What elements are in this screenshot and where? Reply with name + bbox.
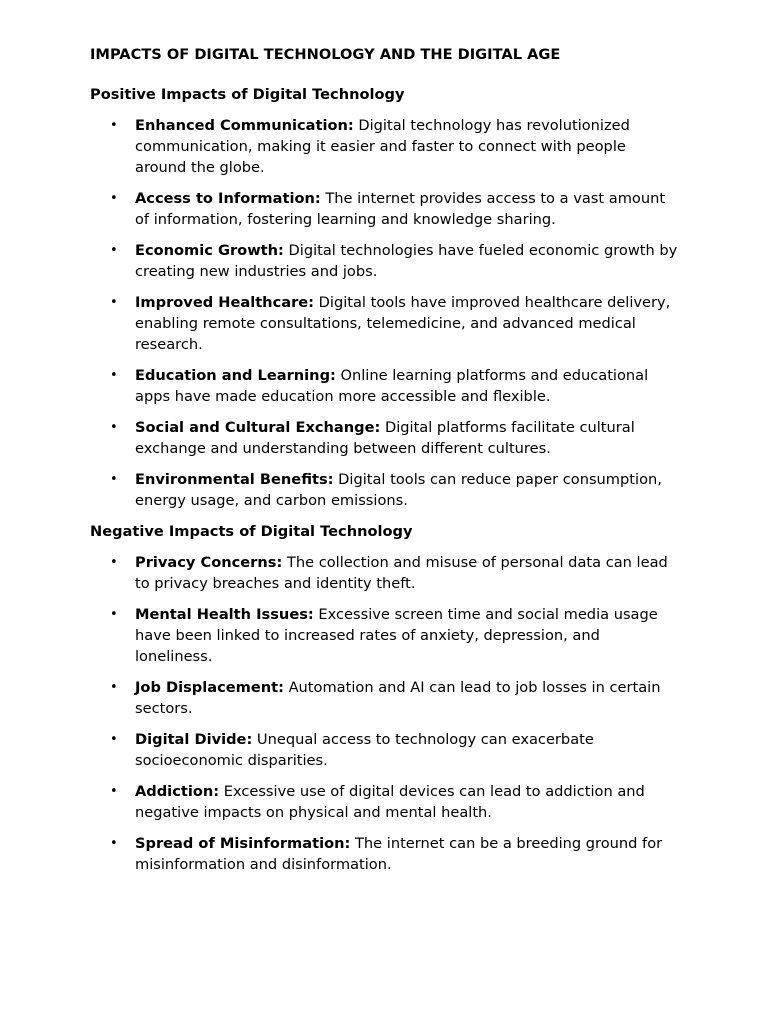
list-item: [90, 292, 681, 355]
item-term: Economic Growth:: [135, 242, 284, 259]
item-text: Automation and AI can lead to job losses in certain sectors.: [135, 679, 661, 717]
bullet-icon: •: [110, 295, 118, 310]
section-heading: Negative Impacts of Digital Technology: [90, 523, 413, 540]
bullet-icon: •: [110, 472, 118, 487]
item-term: Environmental Benefits:: [135, 471, 334, 488]
bullet-icon: •: [110, 784, 118, 799]
item-text: Digital technology has revolutionized communication, making it easier and faster to connect with people around the globe.: [135, 117, 630, 176]
item-text: Excessive use of digital devices can lead to addiction and negative impacts on physical and mental health.: [135, 783, 645, 821]
item-term: Spread of Misinformation:: [135, 835, 351, 852]
list-item: [90, 833, 681, 875]
item-term: Privacy Concerns:: [135, 554, 283, 571]
list-item: [90, 417, 681, 459]
item-text: Excessive screen time and social media usage have been linked to increased rates of anxiety, depression, and loneliness.: [135, 606, 658, 665]
bullet-icon: •: [110, 368, 118, 383]
list-item: [90, 729, 681, 771]
list-item: [90, 240, 681, 282]
item-text: The collection and misuse of personal data can lead to privacy breaches and identity theft.: [135, 554, 668, 592]
item-text: Online learning platforms and educational apps have made education more accessible and flexible.: [135, 367, 649, 405]
bullet-icon: •: [110, 732, 118, 747]
section-positive-impacts: [90, 84, 678, 511]
impact-list: [90, 552, 678, 875]
item-text: The internet provides access to a vast amount of information, fostering learning and knowledge sharing.: [135, 190, 666, 228]
bullet-icon: •: [110, 555, 118, 570]
bullet-icon: •: [110, 243, 118, 258]
list-item: [90, 469, 681, 511]
item-text: Digital tools can reduce paper consumption, energy usage, and carbon emissions.: [135, 471, 662, 509]
item-term: Social and Cultural Exchange:: [135, 419, 381, 436]
bullet-icon: •: [110, 420, 118, 435]
item-text: The internet can be a breeding ground for misinformation and disinformation.: [135, 835, 663, 873]
bullet-icon: •: [110, 836, 118, 851]
impact-list: [90, 115, 678, 511]
item-term: Job Displacement:: [135, 679, 284, 696]
item-term: Enhanced Communication:: [135, 117, 354, 134]
item-text: Digital technologies have fueled economic growth by creating new industries and jobs.: [135, 242, 678, 280]
bullet-icon: •: [110, 680, 118, 695]
list-item: [90, 552, 681, 594]
item-term: Improved Healthcare:: [135, 294, 315, 311]
document-title: IMPACTS OF DIGITAL TECHNOLOGY AND THE DIGITAL AGE: [90, 46, 561, 63]
item-term: Access to Information:: [135, 190, 321, 207]
bullet-icon: •: [110, 118, 118, 133]
item-term: Addiction:: [135, 783, 220, 800]
item-text: Digital tools have improved healthcare delivery, enabling remote consultations, telemedicine, and advanced medical research.: [135, 294, 671, 353]
item-term: Digital Divide:: [135, 731, 253, 748]
item-text: Digital platforms facilitate cultural exchange and understanding between different cultures.: [135, 419, 635, 457]
item-term: Education and Learning:: [135, 367, 336, 384]
item-text: Unequal access to technology can exacerbate socioeconomic disparities.: [135, 731, 594, 769]
bullet-icon: •: [110, 191, 118, 206]
list-item: [90, 188, 681, 230]
bullet-icon: •: [110, 607, 118, 622]
list-item: [90, 604, 681, 667]
section-heading: Positive Impacts of Digital Technology: [90, 86, 405, 103]
section-negative-impacts: [90, 521, 678, 875]
list-item: [90, 781, 681, 823]
list-item: [90, 115, 681, 178]
item-term: Mental Health Issues:: [135, 606, 314, 623]
list-item: [90, 365, 681, 407]
list-item: [90, 677, 681, 719]
